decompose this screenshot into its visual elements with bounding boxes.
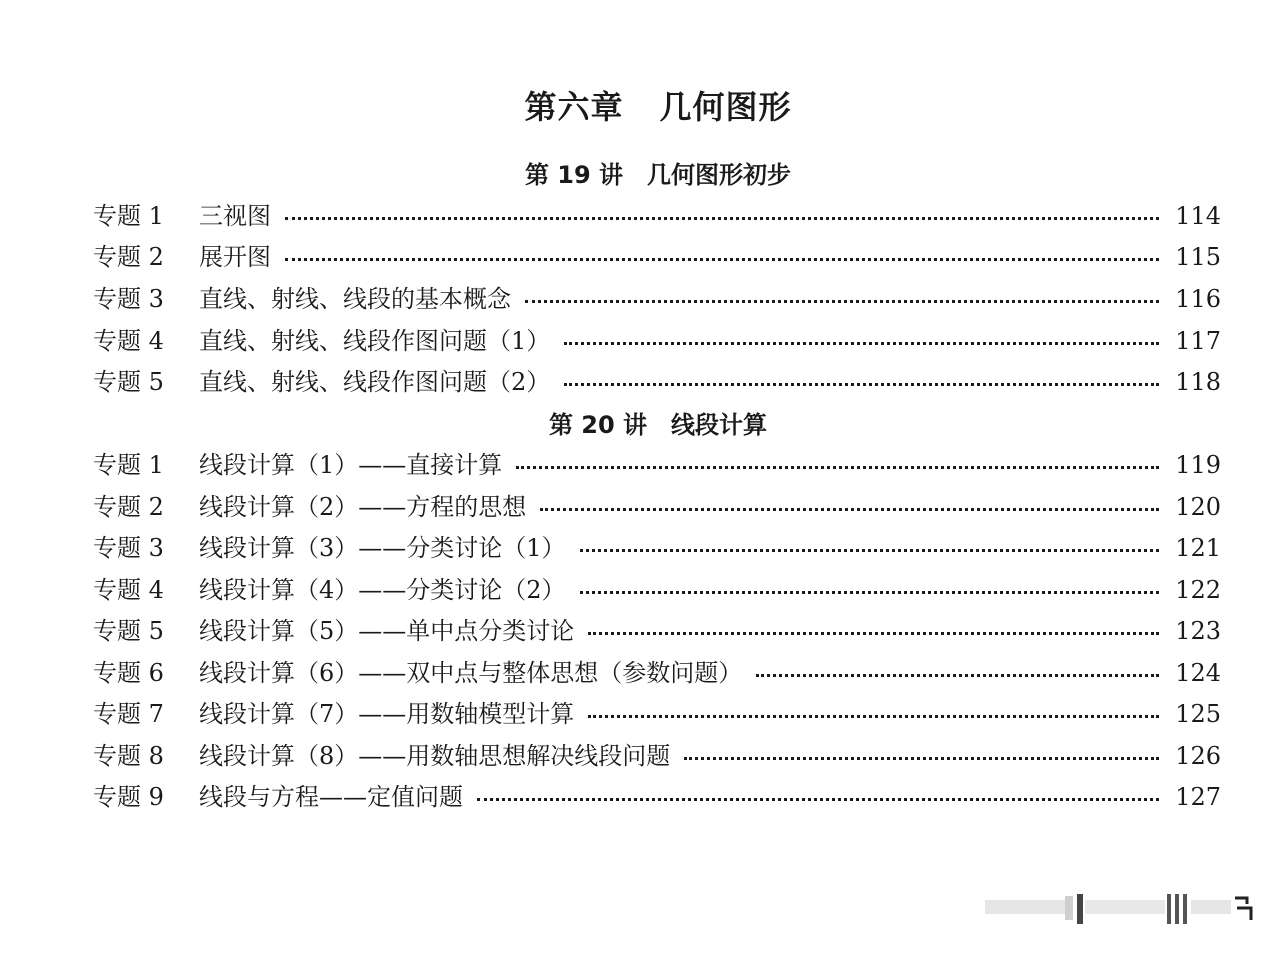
topic-title: 线段计算（2）——方程的思想 bbox=[199, 493, 527, 521]
topic-title: 展开图 bbox=[199, 243, 271, 271]
page-number: 119 bbox=[1175, 451, 1221, 479]
lecture-title-19 bbox=[0, 155, 1280, 190]
chapter-title bbox=[0, 82, 1280, 128]
dot-leader bbox=[525, 284, 1159, 314]
topic-number: 专题 1 bbox=[93, 451, 164, 479]
dot-leader bbox=[564, 326, 1159, 356]
topic-title: 线段与方程——定值问题 bbox=[199, 783, 463, 811]
lecture-name: 几何图形初步 bbox=[647, 161, 792, 189]
topic-number: 专题 6 bbox=[93, 659, 164, 687]
topic-title: 三视图 bbox=[199, 202, 271, 230]
topic-number: 专题 2 bbox=[93, 243, 164, 271]
page-number: 123 bbox=[1175, 617, 1221, 645]
toc-entry[interactable] bbox=[93, 735, 1221, 771]
topic-title: 线段计算（4）——分类讨论（2） bbox=[199, 576, 566, 604]
toc-entry[interactable] bbox=[93, 776, 1221, 812]
toc-entry[interactable] bbox=[93, 361, 1221, 397]
toc-entry[interactable] bbox=[93, 652, 1221, 688]
page-number: 118 bbox=[1175, 368, 1221, 396]
page-number: 117 bbox=[1175, 327, 1221, 355]
topic-title: 线段计算（6）——双中点与整体思想（参数问题） bbox=[199, 659, 743, 687]
dot-leader bbox=[516, 450, 1159, 480]
topic-title: 线段计算（1）——直接计算 bbox=[199, 451, 503, 479]
topic-number: 专题 2 bbox=[93, 493, 164, 521]
toc-entry[interactable] bbox=[93, 693, 1221, 729]
toc-entry[interactable] bbox=[93, 236, 1221, 272]
chapter-number: 第六章 bbox=[524, 88, 624, 126]
toc-entry[interactable] bbox=[93, 278, 1221, 314]
page-number: 120 bbox=[1175, 493, 1221, 521]
dot-leader bbox=[285, 201, 1159, 231]
topic-title: 线段计算（8）——用数轴思想解决线段问题 bbox=[199, 742, 671, 770]
page-number: 115 bbox=[1175, 243, 1221, 271]
dot-leader bbox=[684, 741, 1159, 771]
lecture-title-20 bbox=[0, 405, 1280, 440]
chapter-name: 几何图形 bbox=[659, 88, 792, 126]
topic-title: 直线、射线、线段作图问题（2） bbox=[199, 368, 551, 396]
topic-number: 专题 5 bbox=[93, 617, 164, 645]
dot-leader bbox=[477, 782, 1159, 812]
topic-number: 专题 7 bbox=[93, 700, 164, 728]
dot-leader bbox=[580, 575, 1159, 605]
topic-number: 专题 4 bbox=[93, 576, 164, 604]
topic-number: 专题 4 bbox=[93, 327, 164, 355]
dot-leader bbox=[588, 699, 1159, 729]
page-number: 126 bbox=[1175, 742, 1221, 770]
toc-entry[interactable] bbox=[93, 486, 1221, 522]
topic-title: 线段计算（3）——分类讨论（1） bbox=[199, 534, 566, 562]
lecture-number: 第 19 讲 bbox=[524, 161, 624, 189]
topic-title: 线段计算（7）——用数轴模型计算 bbox=[199, 700, 575, 728]
page-number: 124 bbox=[1175, 659, 1221, 687]
lecture-name: 线段计算 bbox=[671, 411, 768, 439]
toc-entry[interactable] bbox=[93, 320, 1221, 356]
topic-number: 专题 9 bbox=[93, 783, 164, 811]
page-number: 114 bbox=[1175, 202, 1221, 230]
dot-leader bbox=[285, 242, 1159, 272]
topic-number: 专题 3 bbox=[93, 285, 164, 313]
page-number: 121 bbox=[1175, 534, 1221, 562]
topic-number: 专题 5 bbox=[93, 368, 164, 396]
topic-title: 直线、射线、线段的基本概念 bbox=[199, 285, 511, 313]
toc-entry[interactable] bbox=[93, 195, 1221, 231]
dot-leader bbox=[540, 492, 1159, 522]
toc-entry[interactable] bbox=[93, 527, 1221, 563]
page-number: 127 bbox=[1175, 783, 1221, 811]
topic-number: 专题 8 bbox=[93, 742, 164, 770]
dot-leader bbox=[564, 367, 1159, 397]
topic-number: 专题 1 bbox=[93, 202, 164, 230]
topic-title: 直线、射线、线段作图问题（1） bbox=[199, 327, 551, 355]
page-number: 116 bbox=[1175, 285, 1221, 313]
dot-leader bbox=[756, 658, 1159, 688]
topic-number: 专题 3 bbox=[93, 534, 164, 562]
topic-title: 线段计算（5）——单中点分类讨论 bbox=[199, 617, 575, 645]
dot-leader bbox=[580, 533, 1159, 563]
toc-entry[interactable] bbox=[93, 569, 1221, 605]
lecture-number: 第 20 讲 bbox=[548, 411, 648, 439]
toc-entry[interactable] bbox=[93, 610, 1221, 646]
dot-leader bbox=[588, 616, 1159, 646]
page-number: 122 bbox=[1175, 576, 1221, 604]
page-number: 125 bbox=[1175, 700, 1221, 728]
scan-artifact-marks bbox=[985, 892, 1255, 926]
toc-entry[interactable] bbox=[93, 444, 1221, 480]
